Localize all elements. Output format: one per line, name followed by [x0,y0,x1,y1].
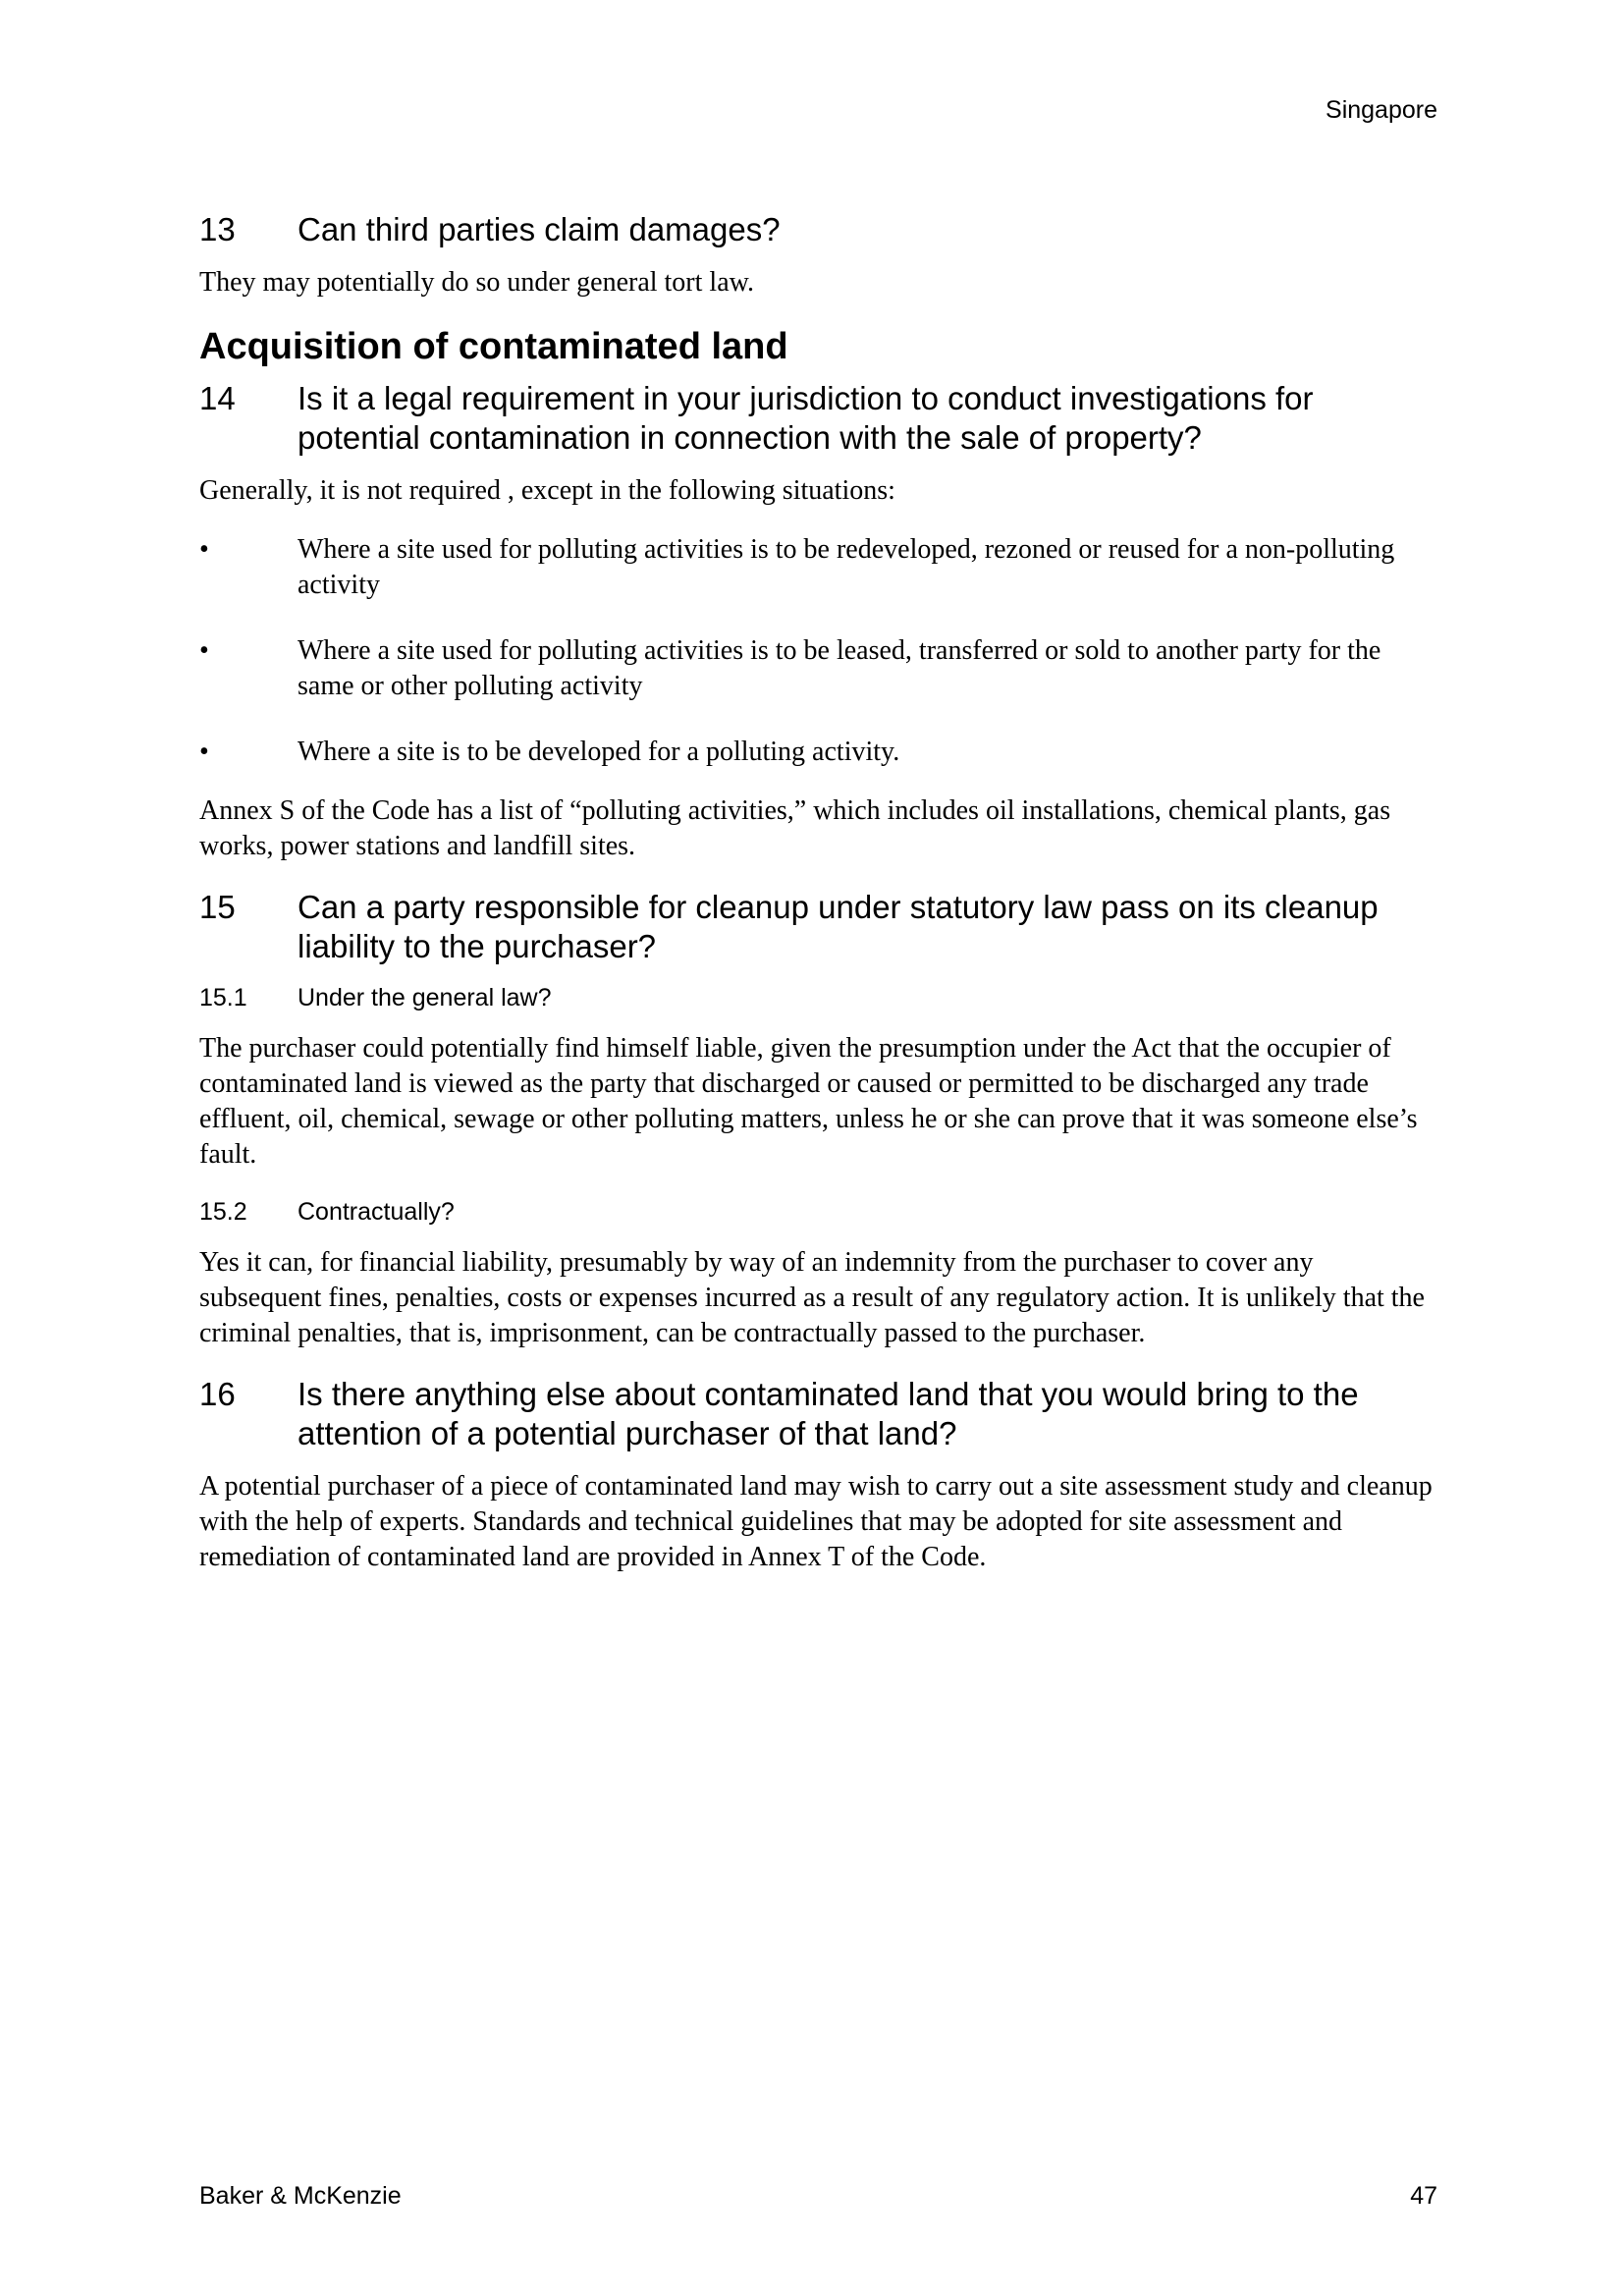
situations-list [199,532,1438,770]
list-item [199,633,1438,704]
running-header: Singapore [1326,96,1437,124]
page-content [199,210,1438,1599]
question-title: Is there anything else about contaminated land that you would bring to the attention of a potential purchaser of that land? [298,1376,1359,1451]
subquestion-number: 15.1 [199,984,247,1011]
question-title: Can third parties claim damages? [298,211,781,247]
question-13-heading [199,210,1438,249]
list-item-text: Where a site used for polluting activities is to be redeveloped, rezoned or reused for a non-polluting activity [298,534,1395,600]
subquestion-title: Contractually? [298,1198,455,1226]
question-14-heading [199,379,1438,458]
question-title: Can a party responsible for cleanup under statutory law pass on its cleanup liability to the purchaser? [298,889,1379,964]
bullet-icon: • [199,737,209,767]
page-number: 47 [1410,2182,1437,2210]
list-item [199,735,1438,770]
question-number: 13 [199,211,236,247]
question-title: Is it a legal requirement in your jurisdiction to conduct investigations for potential contamination in connection with the sale of property? [298,380,1314,456]
question-13-answer: They may potentially do so under general tort law. [199,267,755,298]
subquestion-15-2-answer: Yes it can, for financial liability, presumably by way of an indemnity from the purchaser to cover any subsequent fines, penalties, costs or expenses incurred as a result of any regulatory action. It is unlikely that the criminal penalties, that is, imprisonment, can be contractually passed to the purchaser. [199,1247,1425,1348]
question-14-annex-note: Annex S of the Code has a list of “polluting activities,” which includes oil installations, chemical plants, gas works, power stations and landfill sites. [199,795,1391,861]
question-number: 14 [199,380,236,416]
subquestion-15-1-answer: The purchaser could potentially find himself liable, given the presumption under the Act that the occupier of contaminated land is viewed as the party that discharged or caused or permitted to be discharged any trade effluent, oil, chemical, sewage or other polluting matters, unless he or she can prove that it was someone else’s fault. [199,1033,1418,1170]
bullet-icon: • [199,534,209,565]
section-title: Acquisition of contaminated land [199,326,788,367]
question-15-heading [199,888,1438,966]
question-16-answer: A potential purchaser of a piece of contaminated land may wish to carry out a site assessment study and cleanup with the help of experts. Standards and technical guidelines that may be adopted for site assessment and remediation of contaminated land are provided in Annex T of the Code. [199,1471,1433,1572]
subquestion-number: 15.2 [199,1198,247,1226]
bullet-icon: • [199,635,209,666]
list-item-text: Where a site is to be developed for a polluting activity. [298,737,900,767]
subquestion-15-1-heading [199,982,1438,1013]
subquestion-title: Under the general law? [298,984,552,1011]
question-number: 16 [199,1376,236,1412]
question-number: 15 [199,889,236,925]
question-16-heading [199,1375,1438,1453]
question-14-intro: Generally, it is not required , except in the following situations: [199,475,895,506]
subquestion-15-2-heading [199,1196,1438,1228]
list-item-text: Where a site used for polluting activities is to be leased, transferred or sold to another party for the same or other polluting activity [298,635,1381,701]
list-item [199,532,1438,603]
footer-firm-name: Baker & McKenzie [199,2182,402,2210]
